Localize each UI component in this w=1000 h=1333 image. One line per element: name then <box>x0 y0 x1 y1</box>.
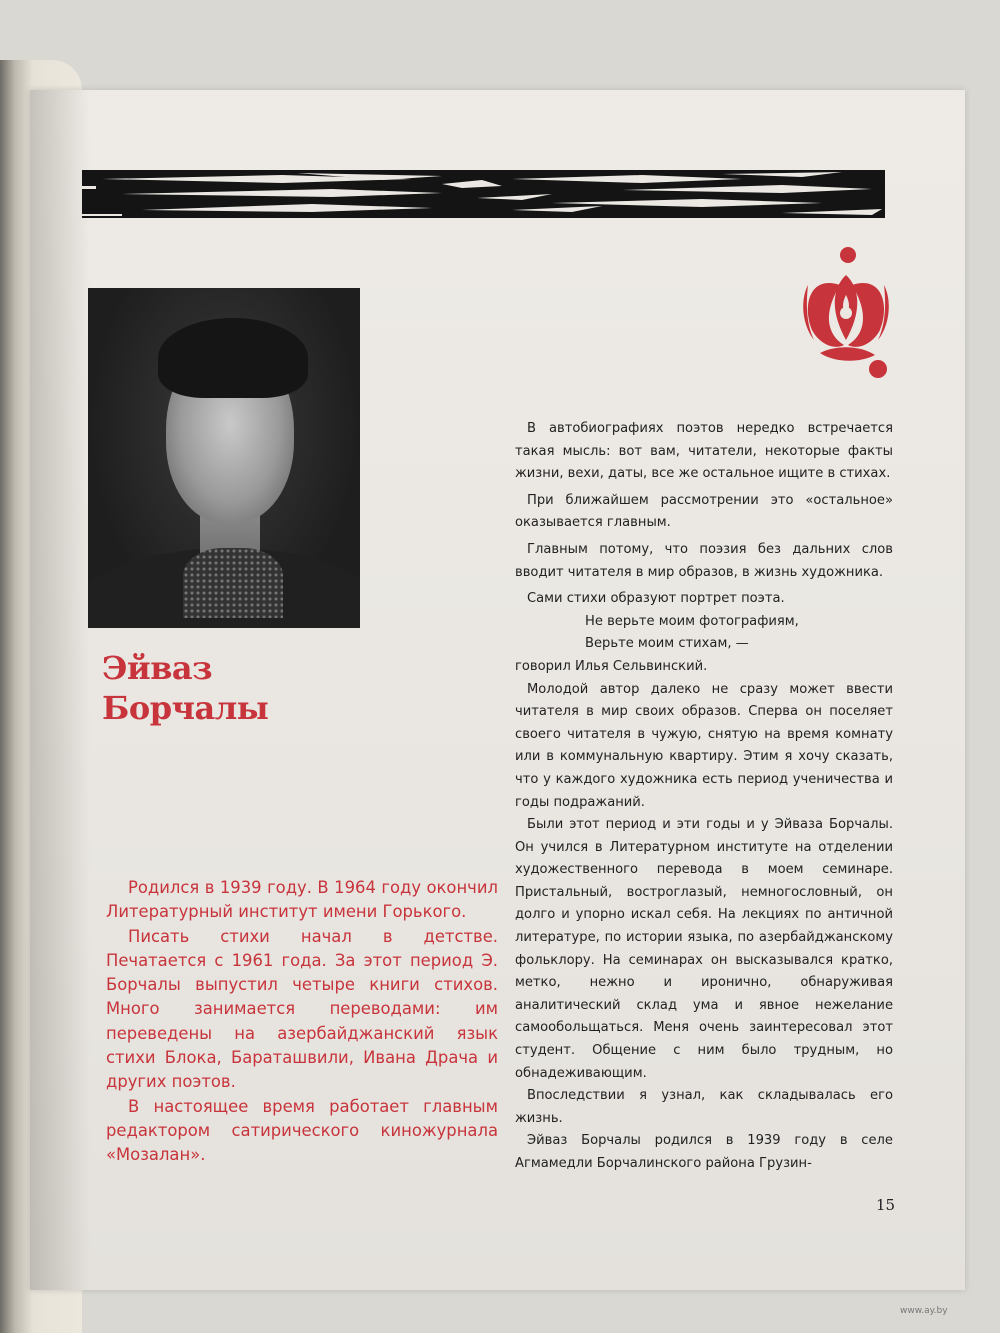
essay-paragraph: Были этот период и эти годы и у Эйваза Борчалы. Он учился в Литературном институте на отделении художественного перевода в моем семинаре. Пристальный, востроглазый, немногословный, он долго и упорно искал себя. На лекциях по античной литературе, по истории языка, по азербайджанскому фольклору. На семинарах он высказывался кратко, метко, нежно и иронично, обнаруживая аналитический склад ума и явное нежелание самообольщаться. Меня очень заинтересовал этот студент. Общение с ним было трудным, но обнадеживающим. <box>515 817 893 1081</box>
author-biography <box>106 876 498 1168</box>
bio-paragraph: Родился в 1939 году. В 1964 году окончил Литературный институт имени Горького. <box>106 878 498 922</box>
essay-paragraph: Молодой автор далеко не сразу может ввести читателя в мир своих образов. Сперва он поселяет своего читателя в чужую, снятую на время комнату или в коммунальную квартиру. Этим я хочу сказать, что у каждого художника есть период ученичества и годы подражаний. <box>515 681 893 810</box>
page-number: 15 <box>876 1196 896 1214</box>
bio-paragraph: В настоящее время работает главным редактором сатирического киножурнала «Мозалан». <box>106 1096 498 1165</box>
poem-line: Не верьте моим фотографиям, <box>585 613 799 629</box>
author-portrait-photo <box>88 288 360 628</box>
author-name-heading <box>102 648 268 728</box>
essay-paragraph: В автобиографиях поэтов нередко встречается такая мысль: вот вам, читатели, некоторые факты жизни, вехи, даты, все же остальное ищите в стихах. <box>515 421 893 482</box>
decorative-banner <box>82 170 885 218</box>
essay-paragraph: Сами стихи образуют портрет поэта. <box>527 591 785 607</box>
author-first-name: Эйваз <box>102 649 213 687</box>
page-gutter-shadow <box>30 90 90 1290</box>
author-last-name: Борчалы <box>102 689 269 727</box>
essay-paragraph: говорил Илья Сельвинский. <box>515 658 708 674</box>
essay-column <box>515 418 893 1176</box>
essay-paragraph: При ближайшем рассмотрении это «остальное» оказывается главным. <box>515 492 893 531</box>
bio-paragraph: Писать стихи начал в детстве. Печатается с 1961 года. За этот период Э. Борчалы выпустил четыре книги стихов. Много занимается переводами: им переведены на азербайджанский язык стихи Блока, Бараташвили, Ивана Драча и других поэтов. <box>106 926 498 1092</box>
essay-paragraph: Главным потому, что поэзия без дальних слов вводит читателя в мир образов, в жизнь художника. <box>515 541 893 580</box>
essay-paragraph: Эйваз Борчалы родился в 1939 году в селе Агмамедли Борчалинского района Грузин- <box>515 1133 893 1171</box>
flower-ornament-icon <box>800 245 892 385</box>
watermark: www.ay.by <box>900 1306 948 1316</box>
poem-line: Верьте моим стихам, — <box>585 636 749 652</box>
essay-paragraph: Впоследствии я узнал, как складывалась его жизнь. <box>515 1088 893 1126</box>
